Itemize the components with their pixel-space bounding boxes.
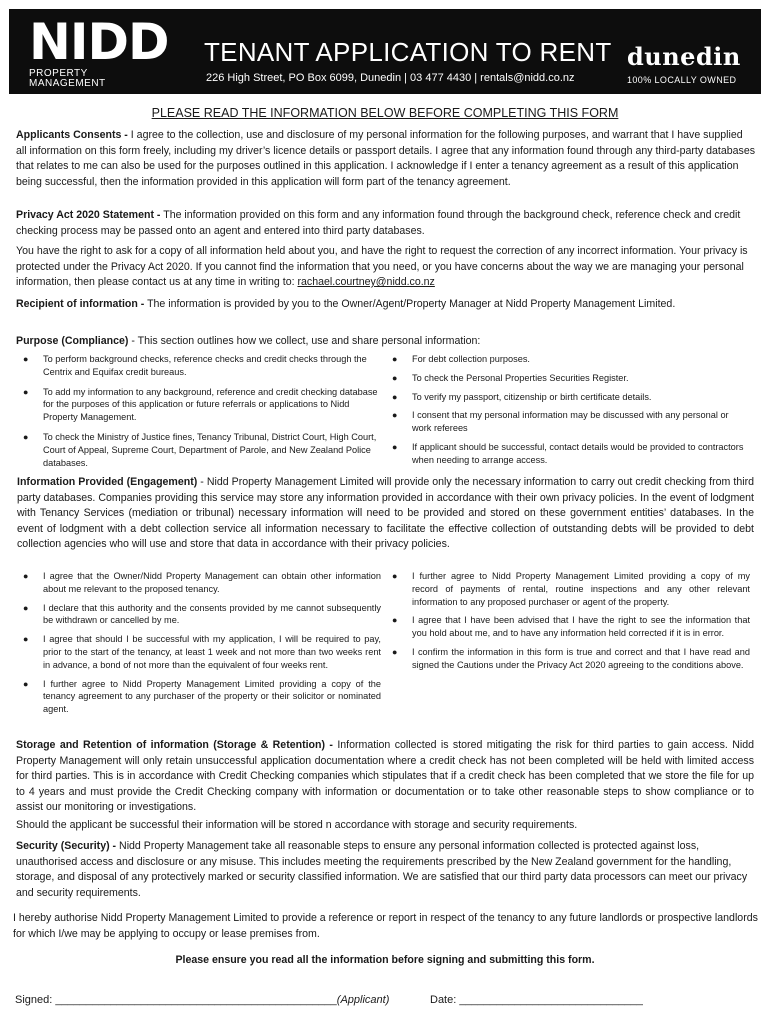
engagement-left-list bbox=[17, 570, 381, 722]
bullet-icon: ● bbox=[23, 431, 29, 442]
authorise-paragraph: I hereby authorise Nidd Property Management Limited to provide a reference or report in respect of the tenancy to any future landlords or prospective landlords for which I/we may be applying to occupy or lease premises from. bbox=[13, 912, 758, 940]
engagement-right-list bbox=[386, 570, 750, 678]
header-banner bbox=[9, 9, 761, 94]
consents-text: I agree to the collection, use and disclosure of my personal information for the following purposes, and warrant that I have supplied all information on this form freely, including my driver’s licence details or passport details. I agree that any information found through any third-party databases that relates to me can also be used for the purposes outlined in this application. I acknowledge if I enter a tenancy agreement as a result of this application being successful, then the information provided in this application will form part of the tenancy agreement. bbox=[16, 129, 756, 188]
applicant-label: (Applicant) bbox=[336, 994, 390, 1006]
privacy-text: The information provided on this form and any information found through the background check, reference check and credit checking process may be passed onto an agent and entered into third party databases. bbox=[16, 209, 741, 237]
list-item: ● To check the Personal Properties Securities Register. bbox=[392, 372, 629, 383]
bullet-icon: ● bbox=[392, 372, 398, 383]
bullet-icon: ● bbox=[23, 571, 29, 581]
rights-paragraph bbox=[16, 244, 756, 291]
storage-heading: Storage and Retention of information (Storage & Retention) - bbox=[16, 739, 333, 751]
storage-paragraph bbox=[16, 738, 754, 816]
bullet-icon: ● bbox=[23, 678, 29, 689]
read-notice: PLEASE READ THE INFORMATION BELOW BEFORE COMPLETING THIS FORM bbox=[151, 106, 619, 120]
recipient-heading: Recipient of information - bbox=[16, 298, 145, 310]
recipient-text: The information is provided by you to the Owner/Agent/Property Manager at Nidd Property Management Limited. bbox=[144, 298, 676, 310]
list-item: ● I further agree to Nidd Property Management Limited providing a copy of my record of payments of rental, routine inspections and any other relevant information to any proposed purchaser or agent of the property. bbox=[392, 571, 750, 607]
purpose-right-list bbox=[386, 353, 750, 473]
privacy-heading: Privacy Act 2020 Statement - bbox=[16, 209, 161, 221]
bullet-icon: ● bbox=[392, 646, 398, 657]
engagement-text: - Nidd Property Management Limited will provide only the necessary information to carry out credit checking from third party databases. Companies providing this service may store any information provided in accordance with their own privacy policies. In the event of lodgment with Tenancy Services (mediation or tribunal) necessary information will need to be provided and stored on these government entities’ databases. In the event of lodgment with a debt collection service all information necessary to facilitate the effective collection of outstanding debts will be provided to debt collection agencies who will use and store that data in accordance with their privacy policies. bbox=[17, 476, 754, 551]
storage-text: Information collected is stored mitigating the risk for third parties to gain access. Nidd Property Management will only retain unsuccessful application documentation where a credit check has not been completed will be held with limited access for third parties. This is in accordance with Credit Checking companies which stipulates that if a credit check has been completed that we store the file for up to 4 years and must provide the Credit Checking company with information or documentation or to take other reasonable steps to show compliance or to assist our monitoring or investigations. bbox=[16, 739, 755, 814]
brand-tagline: 100% LOCALLY OWNED bbox=[627, 75, 737, 85]
list-item: ● To add my information to any background, reference and credit checking database for the purposes of this application or future referrals or applications to Nidd Property Management. bbox=[23, 386, 378, 423]
purpose-paragraph bbox=[16, 334, 756, 350]
privacy-paragraph bbox=[16, 208, 756, 239]
purpose-left-list bbox=[17, 353, 379, 476]
consents-paragraph bbox=[16, 128, 756, 190]
list-item: ● I agree that should I be successful with my application, I will be required to pay, prior to the start of the tenancy, at least 1 week and not more than two weeks rent in advance, a bond of not more than the equivalent of four weeks rent. bbox=[23, 634, 381, 670]
list-item: ● I further agree to Nidd Property Management Limited providing a copy of the tenancy agreement to any purchaser of the property or their solicitor or nominated agent. bbox=[23, 678, 381, 715]
consents-heading: Applicants Consents - bbox=[16, 129, 128, 141]
bullet-icon: ● bbox=[23, 634, 29, 645]
bullet-icon: ● bbox=[392, 391, 398, 402]
list-item: ● I agree that I have been advised that I have the right to see the information that you hold about me, and to have any information held corrected if it is in error. bbox=[392, 615, 750, 639]
date-field[interactable]: ______________________________ bbox=[459, 994, 643, 1006]
dunedin-logo bbox=[627, 42, 741, 85]
bullet-icon: ● bbox=[23, 602, 29, 613]
engagement-paragraph bbox=[17, 475, 754, 553]
date-label: Date: bbox=[430, 994, 460, 1006]
list-item: ● I consent that my personal information may be discussed with any personal or work referees bbox=[392, 410, 729, 434]
contact-details: 226 High Street, PO Box 6099, Dunedin | 03 477 4430 | rentals@nidd.co.nz bbox=[206, 72, 575, 84]
list-item: ● I declare that this authority and the consents provided by me cannot subsequently be withdrawn or cancelled by me. bbox=[23, 602, 381, 626]
logo-sub-property: PROPERTY bbox=[29, 68, 88, 79]
logo-sub-management: MANAGEMENT bbox=[29, 78, 106, 89]
ensure-notice: Please ensure you read all the information before signing and submitting this form. bbox=[175, 954, 595, 966]
list-item: ● To check the Ministry of Justice fines, Tenancy Tribunal, District Court, High Court, Court of Appeal, Supreme Court, Department of Parole, and New Zealand Police databases. bbox=[23, 431, 377, 468]
page-title: TENANT APPLICATION TO RENT bbox=[204, 37, 612, 67]
storage-successful-text: Should the applicant be successful their information will be stored n accordance with storage and security requirements. bbox=[16, 819, 578, 831]
bullet-icon: ● bbox=[392, 441, 398, 452]
rights-text: You have the right to ask for a copy of all information held about you, and have the right to request the correction of any incorrect information. Your privacy is protected under the Privacy Act 2020. If you cannot find the information that you need, or you have concerns about the way we are managing your personal information, then please contact us at any time in writing to: bbox=[16, 245, 748, 289]
logo-word: NIDD bbox=[29, 13, 169, 71]
bullet-icon: ● bbox=[392, 410, 398, 421]
list-item: ● I confirm the information in this form is true and correct and that I have read and signed the Cautions under the Privacy Act 2020 agreeing to the conditions above. bbox=[392, 646, 750, 670]
bullet-icon: ● bbox=[392, 571, 398, 581]
security-text: Nidd Property Management take all reasonable steps to ensure any personal information collected is protected against loss, unauthorised access and disclosure or any misuse. This includes meeting the requirements prescribed by the New Zealand government for the handling, storage, and disposal of any protectively marked or security classified information. We are satisfied that our third party data processors can meet our privacy and security requirements. bbox=[16, 840, 748, 899]
signature-field[interactable]: ______________________________________________ bbox=[55, 994, 337, 1006]
bullet-icon: ● bbox=[23, 354, 29, 364]
bullet-icon: ● bbox=[392, 354, 398, 364]
bullet-icon: ● bbox=[392, 615, 398, 626]
signed-label: Signed: bbox=[15, 994, 56, 1006]
list-item: ● To perform background checks, reference checks and credit checks through the Centrix and Equifax credit bureaus. bbox=[23, 354, 367, 377]
brand-name: dunedin bbox=[627, 42, 741, 71]
recipient-paragraph bbox=[16, 297, 756, 313]
date-row bbox=[430, 994, 643, 1006]
list-item: ● I agree that the Owner/Nidd Property Management can obtain other information about me relevant to the proposed tenancy. bbox=[23, 571, 381, 594]
engagement-heading: Information Provided (Engagement) bbox=[17, 476, 198, 488]
list-item: ● To verify my passport, citizenship or birth certificate details. bbox=[392, 391, 652, 402]
purpose-heading: Purpose (Compliance) bbox=[16, 335, 129, 347]
signature-row bbox=[15, 994, 389, 1006]
privacy-email-link[interactable]: rachael.courtney@nidd.co.nz bbox=[297, 276, 435, 289]
bullet-icon: ● bbox=[23, 386, 29, 397]
purpose-text: - This section outlines how we collect, use and share personal information: bbox=[128, 335, 481, 347]
security-paragraph bbox=[16, 839, 756, 901]
list-item: ● If applicant should be successful, contact details would be provided to contractors when needing to arrange access. bbox=[392, 441, 744, 465]
nidd-logo bbox=[29, 13, 169, 89]
security-heading: Security (Security) - bbox=[16, 840, 117, 852]
list-item: ● For debt collection purposes. bbox=[392, 354, 530, 364]
